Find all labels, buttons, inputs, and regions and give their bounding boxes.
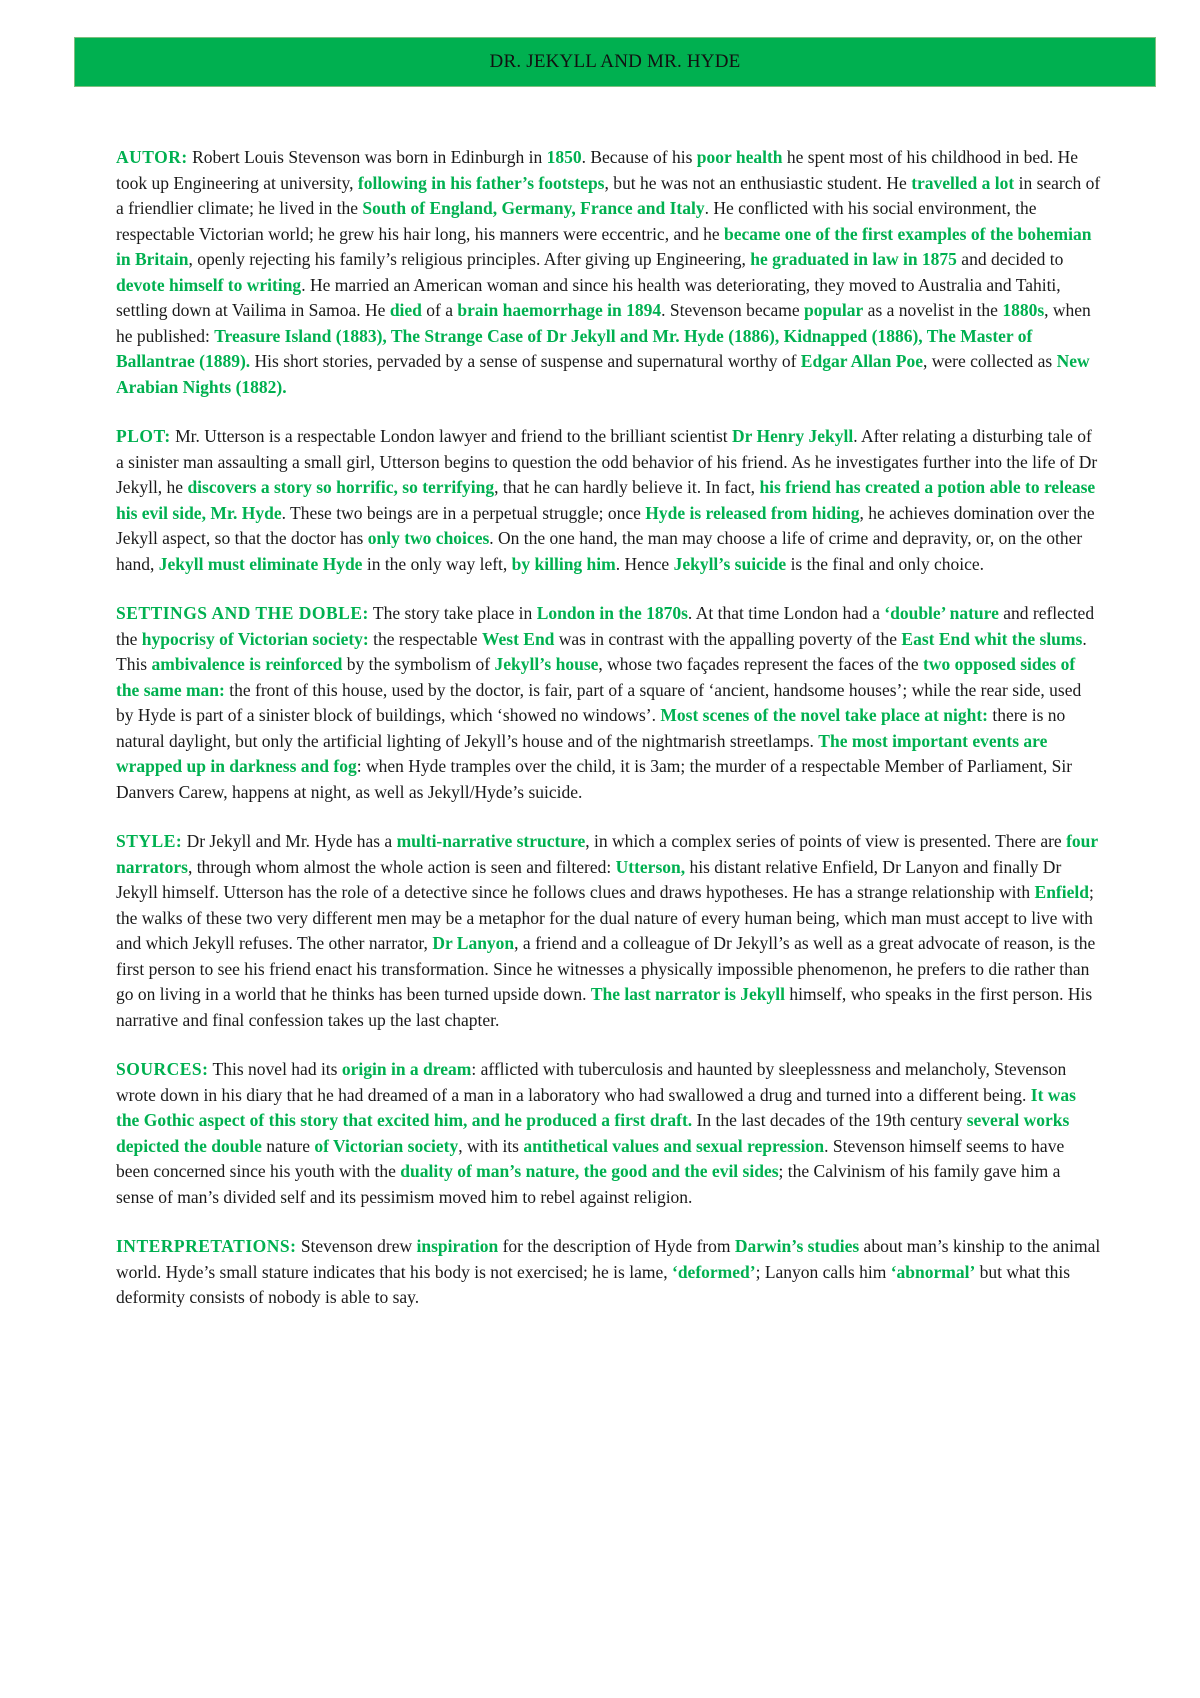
section-plot	[116, 424, 1101, 577]
body-text: : afflicted with tuberculosis and haunted by sleeplessness and melancholy, Stevenson wrote down in his diary that he had dreamed of a man in a laboratory who had swallowed a drug and turned into a different being.	[116, 1059, 1067, 1105]
highlighted-text: It was the Gothic aspect of this story that excited him, and he produced a first draft.	[116, 1084, 1076, 1130]
page-title: DR. JEKYLL AND MR. HYDE	[489, 51, 741, 72]
highlighted-text: Jekyll’s house	[494, 654, 599, 674]
highlighted-text: ‘deformed’	[672, 1261, 756, 1282]
body-text: Stevenson drew	[296, 1236, 417, 1256]
highlighted-text: brain haemorrhage in 1894	[457, 300, 662, 320]
highlighted-text: 1850	[546, 147, 582, 167]
highlighted-text: West End	[481, 628, 555, 649]
body-text: there is no natural daylight, but only the artificial lighting of Jekyll’s house and of the nightmarish streetlamps.	[116, 705, 1066, 751]
body-text: : when Hyde tramples over the child, it is 3am; the murder of a respectable Member of Parliament, Sir Danvers Carew, happens at night, as well as Jekyll/Hyde’s suicide.	[116, 756, 1073, 802]
section-sources	[116, 1057, 1101, 1210]
highlighted-text: two opposed sides of the same man:	[116, 654, 1076, 700]
body-text: and decided to	[956, 249, 1064, 269]
section-settings	[116, 601, 1101, 805]
body-text: . Hence	[615, 553, 674, 574]
highlighted-text: travelled a lot	[911, 172, 1015, 193]
highlighted-text: The last narrator is Jekyll	[590, 984, 785, 1004]
body-text: , when he published:	[116, 300, 1091, 346]
highlighted-text: origin in a dream	[341, 1059, 472, 1079]
highlighted-text: only two choices	[367, 528, 490, 548]
section-heading: SOURCES:	[116, 1059, 209, 1079]
highlighted-text: The most important events are wrapped up in darkness and fog	[116, 730, 1048, 776]
highlighted-text: ambivalence is reinforced	[151, 654, 343, 674]
body-text: , whose two façades represent the faces of the	[598, 654, 923, 674]
body-text: , in which a complex series of points of view is presented. There are	[585, 831, 1067, 851]
body-text: . After relating a disturbing tale of a sinister man assaulting a small girl, Utterson begins to question the odd behavior of his friend. As he investigates further into the life of Dr Jekyll, he	[116, 426, 1098, 497]
body-text: in the only way left,	[362, 553, 512, 574]
body-text: . On the one hand, the man may choose a life of crime and depravity, or, on the other hand,	[116, 528, 1083, 574]
section-heading: STYLE:	[116, 831, 183, 851]
body-text: , a friend and a colleague of Dr Jekyll’s as well as a great advocate of reason, is the first person to see his friend enact his transformation. Since he witnesses a physically impossible phenomenon, he prefers to die rather than go on living in a world that he thinks has been turned upside down.	[116, 933, 1096, 1004]
section-style	[116, 829, 1101, 1033]
body-text: he spent most of his childhood in bed. He took up Engineering at university,	[116, 147, 1079, 193]
highlighted-text: several works depicted the double	[116, 1110, 1070, 1156]
body-text: by the symbolism of	[342, 654, 495, 674]
highlighted-text: devote himself to writing	[116, 274, 302, 295]
body-text: the front of this house, used by the doctor, is fair, part of a square of ‘ancient, handsome houses’; while the rear side, used by Hyde is part of a sinister block of buildings, which ‘showed no windows’.	[116, 679, 1082, 725]
highlighted-text: Jekyll’s suicide	[673, 553, 787, 574]
highlighted-text: Hyde is released from hiding	[645, 502, 860, 523]
highlighted-text: four narrators	[116, 831, 1098, 877]
body-text: , that he can hardly believe it. In fact,	[494, 477, 760, 497]
highlighted-text: by killing him	[511, 553, 616, 574]
body-text: ; the walks of these two very different men may be a metaphor for the dual nature of every human being, which man must accept to live with and which Jekyll refuses. The other narrator,	[116, 882, 1094, 953]
highlighted-text: London in the 1870s	[536, 603, 688, 623]
body-text: Robert Louis Stevenson was born in Edinburgh in	[187, 147, 547, 167]
section-heading: PLOT:	[116, 426, 171, 446]
highlighted-text: became one of the first examples of the bohemian in Britain	[116, 223, 1092, 269]
body-text: and reflected the	[116, 603, 1095, 649]
highlighted-text: Dr Lanyon	[432, 933, 515, 953]
body-text: In the last decades of the 19th century	[692, 1110, 967, 1130]
highlighted-text: his friend has created a potion able to release his evil side, Mr. Hyde	[116, 477, 1096, 523]
highlighted-text: of Victorian society	[314, 1135, 459, 1156]
body-text: , were collected as	[923, 351, 1057, 371]
highlighted-text: South of England, Germany, France and Italy	[362, 198, 705, 218]
body-text: . Because of his	[581, 147, 697, 167]
section-autor	[116, 145, 1101, 400]
highlighted-text: died	[389, 300, 422, 320]
body-text: , but he was not an enthusiastic student. He	[604, 172, 912, 193]
highlighted-text: Dr Henry Jekyll	[732, 426, 854, 446]
document-body	[116, 145, 1101, 1311]
body-text: , he achieves domination over the Jekyll aspect, so that the doctor has	[116, 502, 1095, 548]
body-text: nature	[261, 1135, 315, 1156]
body-text: , through whom almost the whole action is seen and filtered:	[187, 856, 616, 877]
body-text: . He married an American woman and since his health was deteriorating, they moved to Australia and Tahiti, settling down at Vailima in Samoa. He	[116, 274, 1061, 320]
body-text: . At that time London had a	[687, 603, 885, 623]
section-heading: AUTOR:	[116, 147, 188, 167]
body-text: is the final and only choice.	[786, 553, 984, 574]
highlighted-text: ‘abnormal’	[890, 1261, 976, 1282]
body-text: . This	[116, 628, 1087, 674]
highlighted-text: Jekyll must eliminate Hyde	[158, 553, 363, 574]
highlighted-text: Treasure Island (1883), The Strange Case of Dr Jekyll and Mr. Hyde (1886), Kidnapped (1886), The Master of Ballantrae (1889).	[116, 325, 1033, 371]
body-text: . He conflicted with his social environment, the respectable Victorian world; he grew his hair long, his manners were eccentric, and he	[116, 198, 1037, 244]
highlighted-text: Darwin’s studies	[734, 1236, 860, 1256]
body-text: as a novelist in the	[863, 300, 1003, 320]
highlighted-text: following in his father’s footsteps	[357, 172, 605, 193]
body-text: Mr. Utterson is a respectable London lawyer and friend to the brilliant scientist	[170, 426, 732, 446]
body-text: was in contrast with the appalling poverty of the	[554, 628, 902, 649]
body-text: in search of a friendlier climate; he lived in the	[116, 172, 1101, 218]
highlighted-text: East End whit the slums	[901, 628, 1083, 649]
highlighted-text: New Arabian Nights (1882).	[116, 351, 1090, 397]
highlighted-text: antithetical values and sexual repression	[523, 1135, 825, 1156]
body-text: The story take place in	[368, 603, 537, 623]
highlighted-text: Edgar Allan Poe	[800, 351, 923, 371]
body-text: the respectable	[368, 628, 482, 649]
body-text: Dr Jekyll and Mr. Hyde has a	[182, 831, 397, 851]
section-interpretations	[116, 1234, 1101, 1311]
body-text: ; the Calvinism of his family gave him a sense of man’s divided self and its pessimism moved him to rebel against religion.	[116, 1161, 1061, 1207]
highlighted-text: inspiration	[416, 1236, 499, 1256]
body-text: His short stories, pervaded by a sense of suspense and supernatural worthy of	[250, 351, 801, 371]
highlighted-text: he graduated in law in 1875	[750, 249, 957, 269]
body-text: , openly rejecting his family’s religious principles. After giving up Engineering,	[188, 249, 751, 269]
body-text: , with its	[458, 1135, 524, 1156]
section-heading: INTERPRETATIONS:	[116, 1236, 297, 1256]
highlighted-text: 1880s	[1002, 300, 1045, 320]
body-text: This novel had its	[208, 1059, 342, 1079]
body-text: but what this deformity consists of nobody is able to say.	[116, 1261, 1071, 1307]
highlighted-text: duality of man’s nature, the good and the evil sides	[400, 1161, 779, 1181]
highlighted-text: discovers a story so horrific, so terrifying	[187, 477, 495, 497]
highlighted-text: Most scenes of the novel take place at night:	[660, 705, 988, 725]
body-text: his distant relative Enfield, Dr Lanyon and finally Dr Jekyll himself. Utterson has the role of a detective since he follows clues and draws hypotheses. He has a strange relationship with	[116, 856, 1062, 902]
highlighted-text: popular	[803, 300, 864, 320]
highlighted-text: poor health	[696, 147, 783, 167]
highlighted-text: Utterson,	[615, 856, 686, 877]
body-text: himself, who speaks in the first person. His narrative and final confession takes up the last chapter.	[116, 984, 1093, 1030]
highlighted-text: ‘double’ nature	[884, 603, 999, 623]
body-text: for the description of Hyde from	[498, 1236, 735, 1256]
body-text: . Stevenson himself seems to have been concerned since his youth with the	[116, 1135, 1065, 1181]
highlighted-text: Enfield	[1034, 882, 1089, 902]
highlighted-text: multi-narrative structure	[396, 831, 586, 851]
highlighted-text: hypocrisy of Victorian society:	[141, 628, 369, 649]
section-heading: SETTINGS AND THE DOBLE:	[116, 603, 369, 623]
body-text: ; Lanyon calls him	[755, 1261, 891, 1282]
title-banner	[74, 37, 1156, 87]
body-text: about man’s kinship to the animal world. Hyde’s small stature indicates that his body is not exercised; he is lame,	[116, 1236, 1101, 1282]
body-text: . Stevenson became	[661, 300, 804, 320]
body-text: . These two beings are in a perpetual struggle; once	[281, 502, 646, 523]
body-text: of a	[421, 300, 458, 320]
